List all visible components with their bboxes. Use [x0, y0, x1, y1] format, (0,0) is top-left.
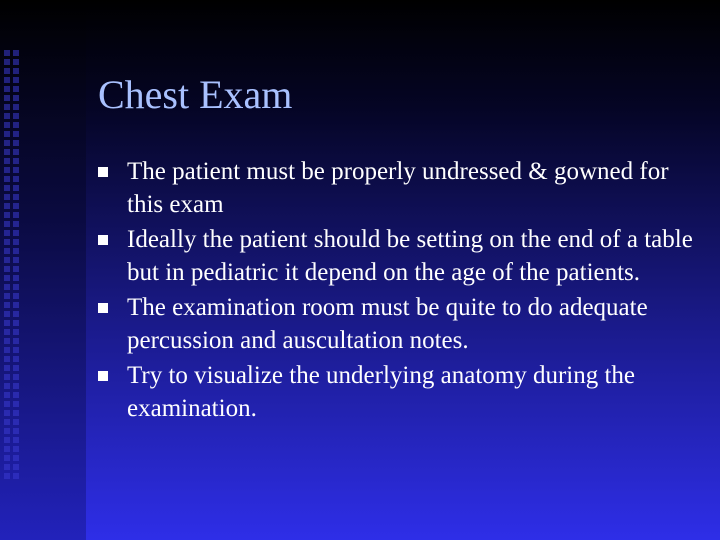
decorative-square: [4, 176, 10, 182]
decorative-square: [13, 68, 19, 74]
decorative-square: [4, 95, 10, 101]
decorative-square: [4, 212, 10, 218]
decorative-square: [4, 320, 10, 326]
decorative-square: [4, 428, 10, 434]
decorative-square: [13, 50, 19, 56]
decorative-square: [13, 284, 19, 290]
bullet-text: Try to visualize the underlying anatomy during the examination.: [127, 362, 636, 422]
decorative-square: [4, 203, 10, 209]
decorative-square: [13, 347, 19, 353]
square-bullet-icon: [98, 235, 108, 245]
decorative-square: [13, 185, 19, 191]
decorative-square: [13, 140, 19, 146]
decorative-square: [13, 266, 19, 272]
decorative-square: [4, 113, 10, 119]
decorative-square: [4, 266, 10, 272]
decorative-square: [4, 77, 10, 83]
decorative-square: [13, 239, 19, 245]
decorative-square: [13, 167, 19, 173]
decorative-square: [4, 365, 10, 371]
decorative-square: [13, 428, 19, 434]
decorative-square: [13, 212, 19, 218]
decorative-square: [4, 59, 10, 65]
decorative-square: [4, 338, 10, 344]
decorative-square: [13, 320, 19, 326]
decorative-square: [4, 194, 10, 200]
bullet-item: [97, 359, 707, 425]
decorative-square: [4, 446, 10, 452]
decorative-square: [13, 248, 19, 254]
decorative-square: [4, 374, 10, 380]
decorative-square: [13, 257, 19, 263]
decorative-square: [13, 365, 19, 371]
decorative-square: [13, 203, 19, 209]
decorative-square: [13, 230, 19, 236]
decorative-square: [4, 158, 10, 164]
bullet-item: [97, 291, 707, 357]
decorative-square: [13, 194, 19, 200]
square-bullet-icon: [98, 371, 108, 381]
decorative-square: [4, 311, 10, 317]
decorative-square: [13, 401, 19, 407]
decorative-square: [4, 167, 10, 173]
decorative-square: [13, 383, 19, 389]
decorative-square: [4, 419, 10, 425]
decorative-square: [4, 284, 10, 290]
square-bullet-icon: [98, 167, 108, 177]
decorative-square: [13, 473, 19, 479]
decorative-square: [13, 302, 19, 308]
decorative-square: [13, 455, 19, 461]
decorative-square: [4, 248, 10, 254]
bullet-list: [97, 155, 707, 427]
decorative-square: [13, 59, 19, 65]
decorative-square: [4, 104, 10, 110]
decorative-square: [4, 302, 10, 308]
decorative-square: [4, 401, 10, 407]
decorative-square: [4, 410, 10, 416]
decorative-square: [13, 149, 19, 155]
decorative-square: [4, 392, 10, 398]
bullet-text: The patient must be properly undressed & gowned for this exam: [127, 158, 669, 218]
bullet-item: [97, 155, 707, 221]
decorative-square: [4, 122, 10, 128]
decorative-square: [13, 338, 19, 344]
decorative-square: [13, 275, 19, 281]
decorative-square: [4, 257, 10, 263]
decorative-square: [4, 221, 10, 227]
bullet-item: [97, 223, 707, 289]
decorative-square: [13, 95, 19, 101]
decorative-square: [13, 77, 19, 83]
decorative-square: [4, 329, 10, 335]
decorative-square: [4, 149, 10, 155]
decorative-square: [4, 455, 10, 461]
decorative-square: [13, 392, 19, 398]
decorative-square: [13, 122, 19, 128]
decorative-square: [13, 374, 19, 380]
decorative-square: [13, 113, 19, 119]
decorative-square: [13, 104, 19, 110]
decorative-square: [4, 347, 10, 353]
decorative-square: [13, 437, 19, 443]
decorative-square: [4, 230, 10, 236]
decorative-square: [13, 356, 19, 362]
decorative-square: [13, 446, 19, 452]
decorative-square-pattern: [4, 50, 20, 490]
decorative-square: [13, 410, 19, 416]
decorative-square: [13, 86, 19, 92]
decorative-square: [4, 239, 10, 245]
decorative-square: [4, 437, 10, 443]
decorative-square: [4, 293, 10, 299]
decorative-square: [4, 473, 10, 479]
decorative-square: [4, 464, 10, 470]
slide-title: Chest Exam: [98, 72, 293, 117]
decorative-square: [13, 176, 19, 182]
bullet-text: The examination room must be quite to do adequate percussion and auscultation notes.: [127, 294, 648, 354]
decorative-square: [4, 356, 10, 362]
decorative-square: [4, 131, 10, 137]
bullet-text: Ideally the patient should be setting on the end of a table but in pediatric it depend on the age of the patients.: [127, 226, 693, 286]
decorative-square: [13, 329, 19, 335]
decorative-square: [4, 86, 10, 92]
decorative-square: [4, 383, 10, 389]
decorative-square: [4, 275, 10, 281]
left-decorative-strip: [0, 0, 86, 540]
square-bullet-icon: [98, 303, 108, 313]
decorative-square: [13, 131, 19, 137]
decorative-square: [13, 311, 19, 317]
decorative-square: [13, 419, 19, 425]
decorative-square: [13, 158, 19, 164]
decorative-square: [4, 185, 10, 191]
decorative-square: [13, 221, 19, 227]
decorative-square: [13, 293, 19, 299]
decorative-square: [4, 140, 10, 146]
decorative-square: [4, 50, 10, 56]
decorative-square: [4, 68, 10, 74]
decorative-square: [13, 464, 19, 470]
